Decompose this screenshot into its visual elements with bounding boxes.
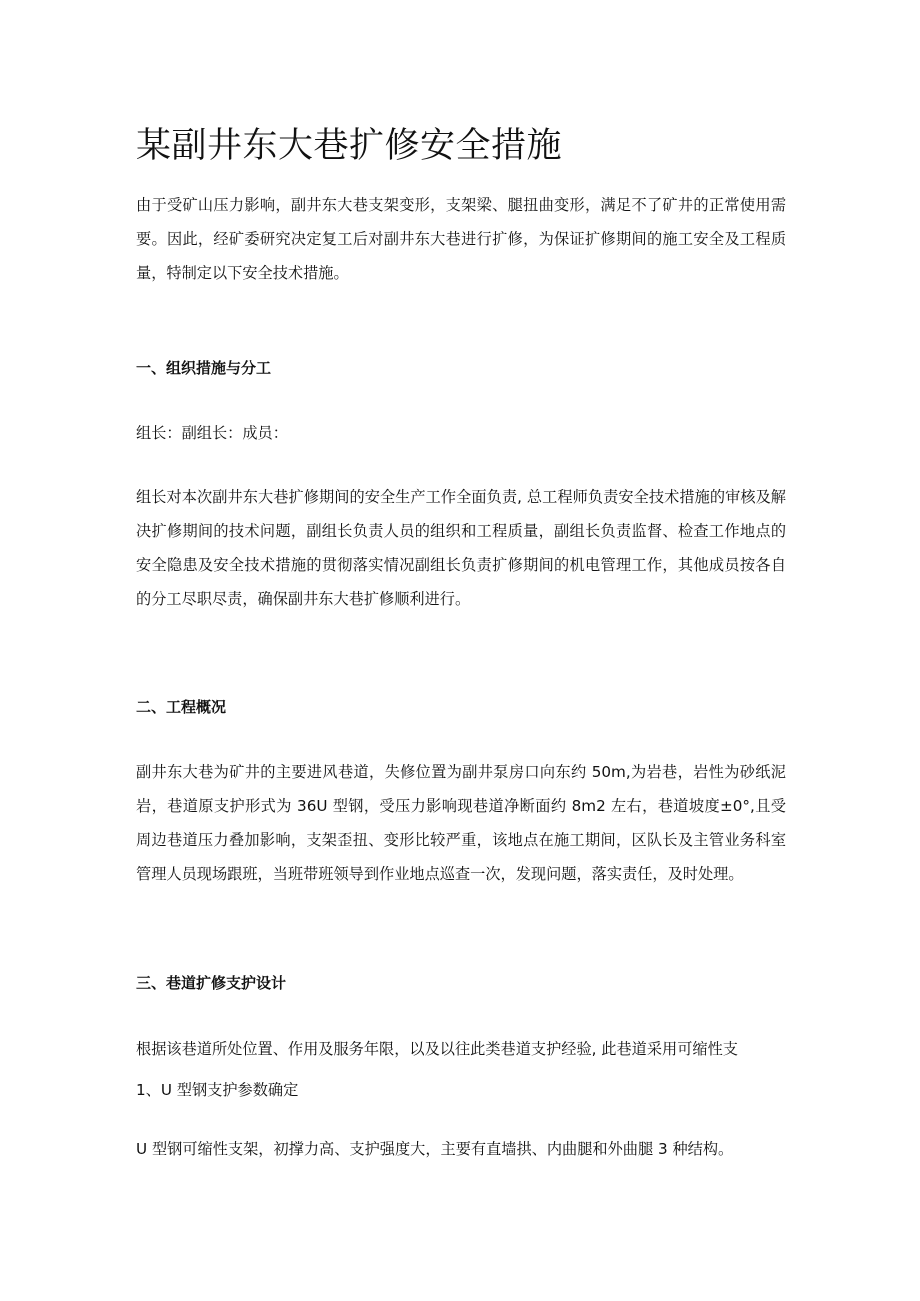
section-1-heading: 一、组织措施与分工 xyxy=(136,359,272,377)
section-3-sub1-body: U 型钢可缩性支架，初撑力高、支护强度大，主要有直墙拱、内曲腿和外曲腿 3 种结构。 xyxy=(136,1140,734,1158)
section-3-heading: 三、巷道扩修支护设计 xyxy=(136,974,287,992)
section-3-sub1-heading: 1、U 型钢支护参数确定 xyxy=(136,1081,299,1099)
section-1-body: 组长对本次副井东大巷扩修期间的安全生产工作全面负责, 总工程师负责安全技术措施的审核及解决扩修期间的技术问题，副组长负责人员的组织和工程质量，副组长负责监督、检查工作地点的安全隐患及安全技术措施的贯彻落实情况副组长负责扩修期间的机电管理工作，其他成员按各自的分工尽职尽责，确保副井东大巷扩修顺利进行。 xyxy=(136,488,786,608)
section-3-body: 根据该巷道所处位置、作用及服务年限，以及以往此类巷道支护经验, 此巷道采用可缩性支 xyxy=(136,1040,738,1058)
section-1-members: 组长：副组长：成员： xyxy=(136,424,288,442)
section-2-heading: 二、工程概况 xyxy=(136,698,227,716)
section-2-body: 副井东大巷为矿井的主要进风巷道，失修位置为副井泵房口向东约 50m,为岩巷，岩性为砂纸泥岩，巷道原支护形式为 36U 型钢，受压力影响现巷道净断面约 8m2 左右，巷道坡度±0°,且受周边巷道压力叠加影响，支架歪扭、变形比较严重，该地点在施工期间，区队长及主管业务科室管理人员现场跟班，当班带班领导到作业地点巡查一次，发现问题，落实责任，及时处理。 xyxy=(136,763,786,883)
intro-paragraph: 由于受矿山压力影响，副井东大巷支架变形，支架梁、腿扭曲变形，满足不了矿井的正常使用需要。因此，经矿委研究决定复工后对副井东大巷进行扩修，为保证扩修期间的施工安全及工程质量，特制定以下安全技术措施。 xyxy=(136,196,786,282)
page-title: 某副井东大巷扩修安全措施 xyxy=(136,126,563,166)
